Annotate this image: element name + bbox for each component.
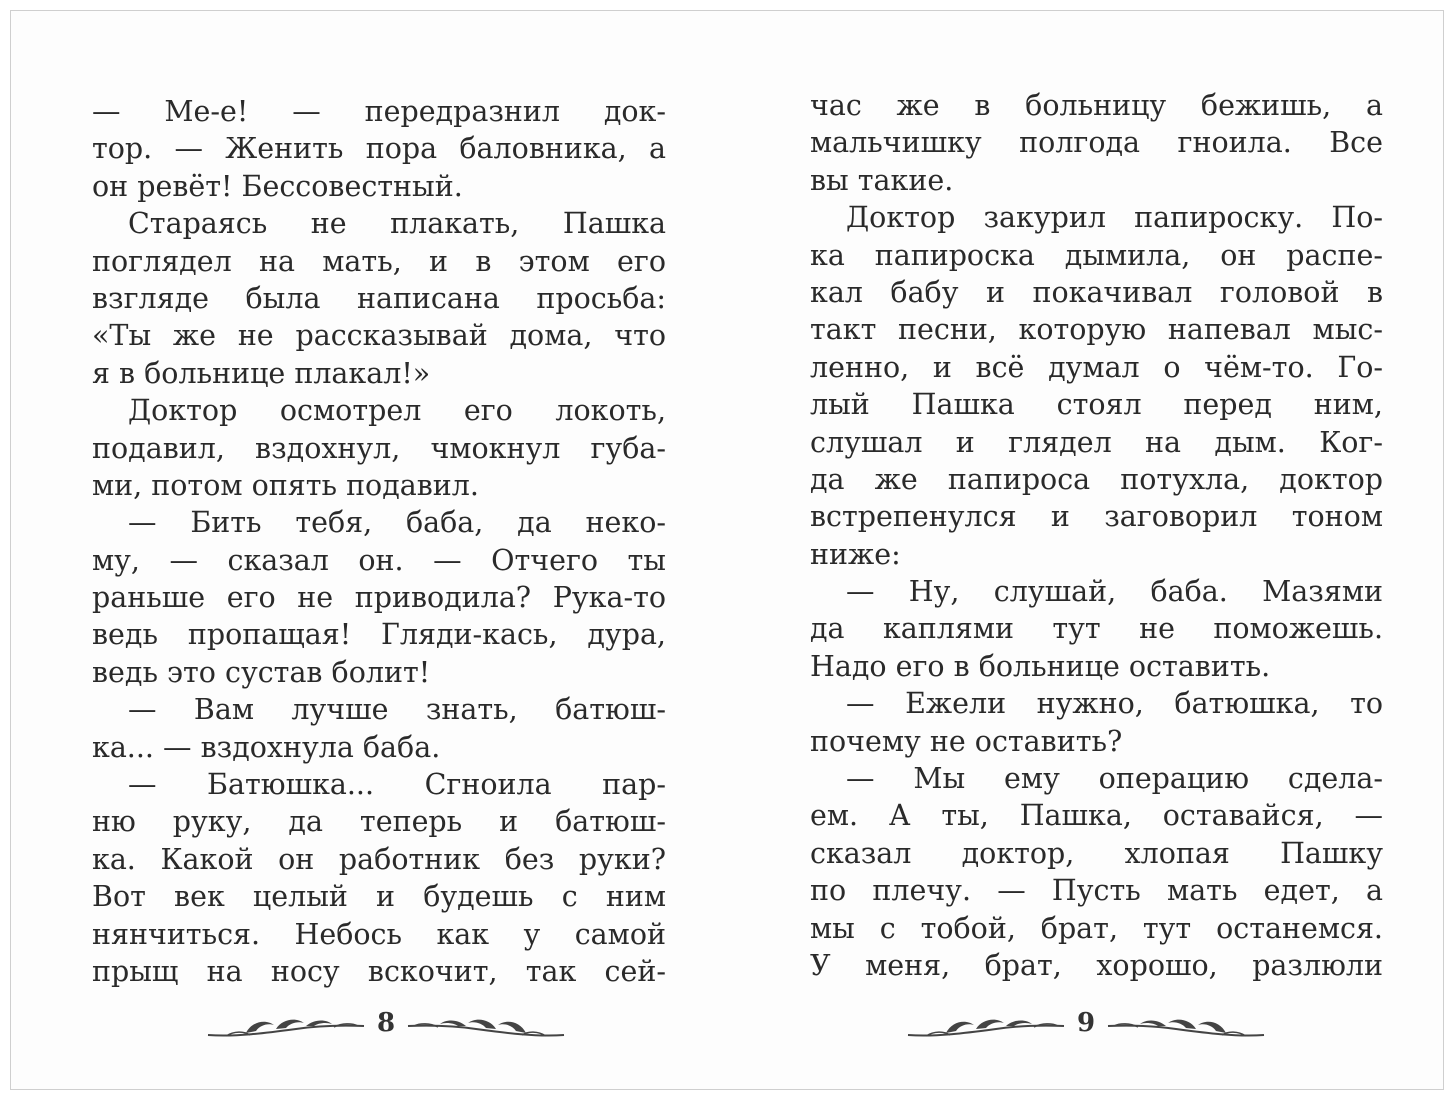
- text-line: ведь пропащая! Гляди-кась, дура,: [92, 618, 666, 652]
- right-page-text: [810, 87, 1383, 984]
- left-page: [11, 11, 728, 1089]
- left-page-text: [92, 93, 666, 990]
- text-line: — Батюшка... Сгноила пар-: [128, 768, 666, 802]
- text-line: мы с тобой, брат, тут останемся.: [810, 911, 1383, 945]
- text-line: почему не оставить?: [810, 724, 1123, 758]
- text-line: Вот век целый и будешь с ним: [92, 880, 666, 914]
- text-line: встрепенулся и заговорил тоном: [810, 500, 1383, 534]
- book-spread: [10, 10, 1444, 1090]
- text-line: раньше его не приводила? Рука-то: [92, 581, 666, 615]
- text-line: ем. А ты, Пашка, оставайся, —: [810, 799, 1383, 833]
- text-line: ню руку, да теперь и батюш-: [92, 805, 666, 839]
- flourish-right-icon: [1106, 1011, 1266, 1041]
- text-line: кал бабу и покачивал головой в: [810, 275, 1383, 309]
- page-number: 8: [376, 1008, 396, 1038]
- text-line: Доктор осмотрел его локоть,: [128, 394, 666, 428]
- text-line: прыщ на носу вскочит, так сей-: [92, 954, 666, 988]
- text-line: ка... — вздохнула баба.: [92, 730, 441, 764]
- text-line: взгляде была написана просьба:: [92, 281, 666, 315]
- text-line: У меня, брат, хорошо, разлюли: [810, 948, 1383, 982]
- text-line: да каплями тут не поможешь.: [810, 612, 1383, 646]
- text-line: поглядел на мать, и в этом его: [92, 244, 666, 278]
- text-line: сказал доктор, хлопая Пашку: [810, 836, 1383, 870]
- text-line: — Ну, слушай, баба. Мазями: [846, 575, 1383, 609]
- text-line: он ревёт! Бессовестный.: [92, 169, 463, 203]
- text-line: Стараясь не плакать, Пашка: [128, 207, 666, 241]
- right-page: [728, 11, 1445, 1089]
- text-line: я в больнице плакал!»: [92, 356, 431, 390]
- text-line: Доктор закурил папироску. По-: [846, 201, 1383, 235]
- text-line: «Ты же не рассказывай дома, что: [92, 319, 666, 353]
- text-line: час же в больницу бежишь, а: [810, 89, 1383, 122]
- text-line: вы такие.: [810, 163, 954, 197]
- left-page-footer: [206, 1003, 566, 1047]
- text-line: ка папироска дымила, он распе-: [810, 238, 1383, 272]
- text-line: такт песни, которую напевал мыс-: [810, 313, 1383, 347]
- text-line: слушал и глядел на дым. Ког-: [810, 425, 1383, 459]
- text-line: ми, потом опять подавил.: [92, 468, 479, 502]
- text-line: тор. — Женить пора баловника, а: [92, 132, 666, 166]
- text-line: — Вам лучше знать, батюш-: [128, 693, 666, 727]
- text-line: — Мы ему операцию сдела-: [846, 762, 1383, 796]
- text-line: — Ежели нужно, батюшка, то: [846, 687, 1383, 721]
- text-line: ниже:: [810, 537, 901, 571]
- page-number: 9: [1076, 1008, 1096, 1038]
- text-line: Надо его в больнице оставить.: [810, 649, 1271, 683]
- text-line: да же папироса потухла, доктор: [810, 462, 1383, 496]
- text-line: му, — сказал он. — Отчего ты: [92, 543, 666, 577]
- text-line: лый Пашка стоял перед ним,: [810, 388, 1383, 422]
- text-line: мальчишку полгода гноила. Все: [810, 126, 1383, 160]
- text-line: — Бить тебя, баба, да неко-: [128, 506, 666, 540]
- flourish-right-icon: [406, 1011, 566, 1041]
- text-line: — Ме-е! — передразнил док-: [92, 95, 666, 128]
- right-page-footer: [906, 1003, 1266, 1047]
- text-line: ведь это сустав болит!: [92, 655, 431, 689]
- text-line: ленно, и всё думал о чём-то. Го-: [810, 350, 1383, 384]
- text-line: ка. Какой он работник без руки?: [92, 842, 666, 876]
- text-line: подавил, вздохнул, чмокнул губа-: [92, 431, 666, 465]
- text-line: по плечу. — Пусть мать едет, а: [810, 874, 1383, 908]
- text-line: нянчиться. Небось как у самой: [92, 917, 666, 951]
